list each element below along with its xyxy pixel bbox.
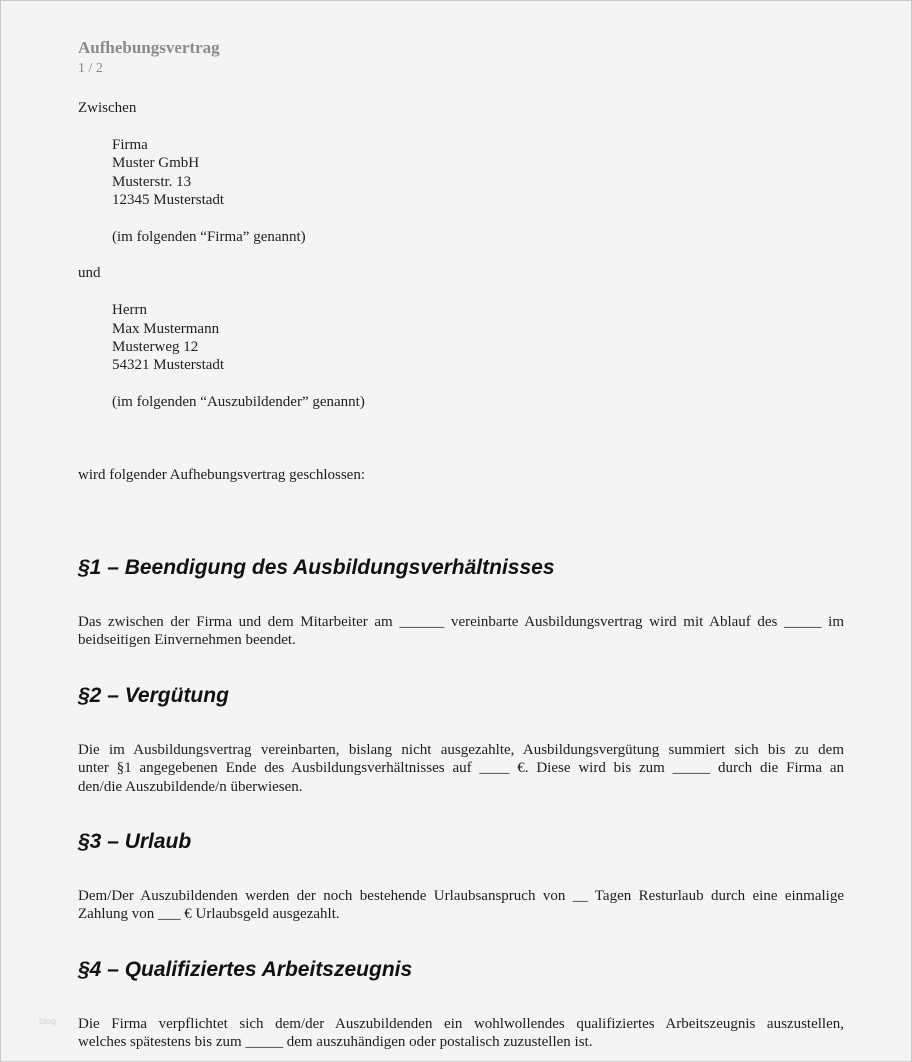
section-1-heading: §1 – Beendigung des Ausbildungsverhältnisses [78,556,555,579]
section-1-text [78,613,844,650]
section-4-heading: §4 – Qualifiziertes Arbeitszeugnis [78,958,413,981]
between-label: Zwischen [78,100,137,116]
section-1-line-1: Das zwischen der Firma und dem Mitarbeiter am ______ vereinbarte Ausbildungsvertrag wird mit Ablauf des _____ im [78,614,844,630]
section-2-text [78,741,844,796]
page-number: 1 / 2 [78,61,103,76]
section-3-heading: §3 – Urlaub [78,830,192,853]
company-name: Muster GmbH [112,155,200,171]
company-city: 12345 Musterstadt [112,192,225,208]
employee-street: Musterweg 12 [112,339,199,355]
section-1-line-2: beidseitigen Einvernehmen beendet. [78,632,296,649]
employee-line1: Herrn [112,302,147,318]
section-3-line-2: Zahlung von ___ € Urlaubsgeld ausgezahlt. [78,906,340,923]
section-2-line-1: Die im Ausbildungsvertrag vereinbarten, bislang nicht ausgezahlte, Ausbildungsvergütung summiert sich bis zu dem [78,742,844,758]
employee-name: Max Mustermann [112,321,220,337]
section-4-text [78,1015,844,1052]
section-2-line-2: unter §1 angegebenen Ende des Ausbildungsverhältnisses auf ____ €. Diese wird bis zum _____ durch die Firma an [78,760,844,777]
section-2-heading: §2 – Vergütung [78,684,229,707]
watermark-text: blog [39,1016,57,1026]
employee-alias: (im folgenden “Auszubildender” genannt) [112,394,365,410]
intro-text: wird folgender Aufhebungsvertrag geschlossen: [78,467,366,483]
section-3-line-1: Dem/Der Auszubildenden werden der noch bestehende Urlaubsanspruch von __ Tagen Resturlaub durch eine einmalige [78,888,844,904]
company-line1: Firma [112,137,148,153]
employee-city: 54321 Musterstadt [112,357,225,373]
section-3-text [78,887,844,924]
and-label: und [78,265,101,281]
company-alias: (im folgenden “Firma” genannt) [112,229,306,245]
document-title: Aufhebungsvertrag [78,38,220,57]
section-4-line-2: welches spätestens bis zum _____ dem auszuhändigen oder postalisch zuzustellen ist. [78,1034,593,1051]
section-2-line-3: den/die Auszubildende/n überwiesen. [78,778,303,795]
company-street: Musterstr. 13 [112,174,192,190]
section-4-line-1: Die Firma verpflichtet sich dem/der Auszubildenden ein wohlwollendes qualifiziertes Arbeitszeugnis auszustellen, [78,1016,844,1032]
